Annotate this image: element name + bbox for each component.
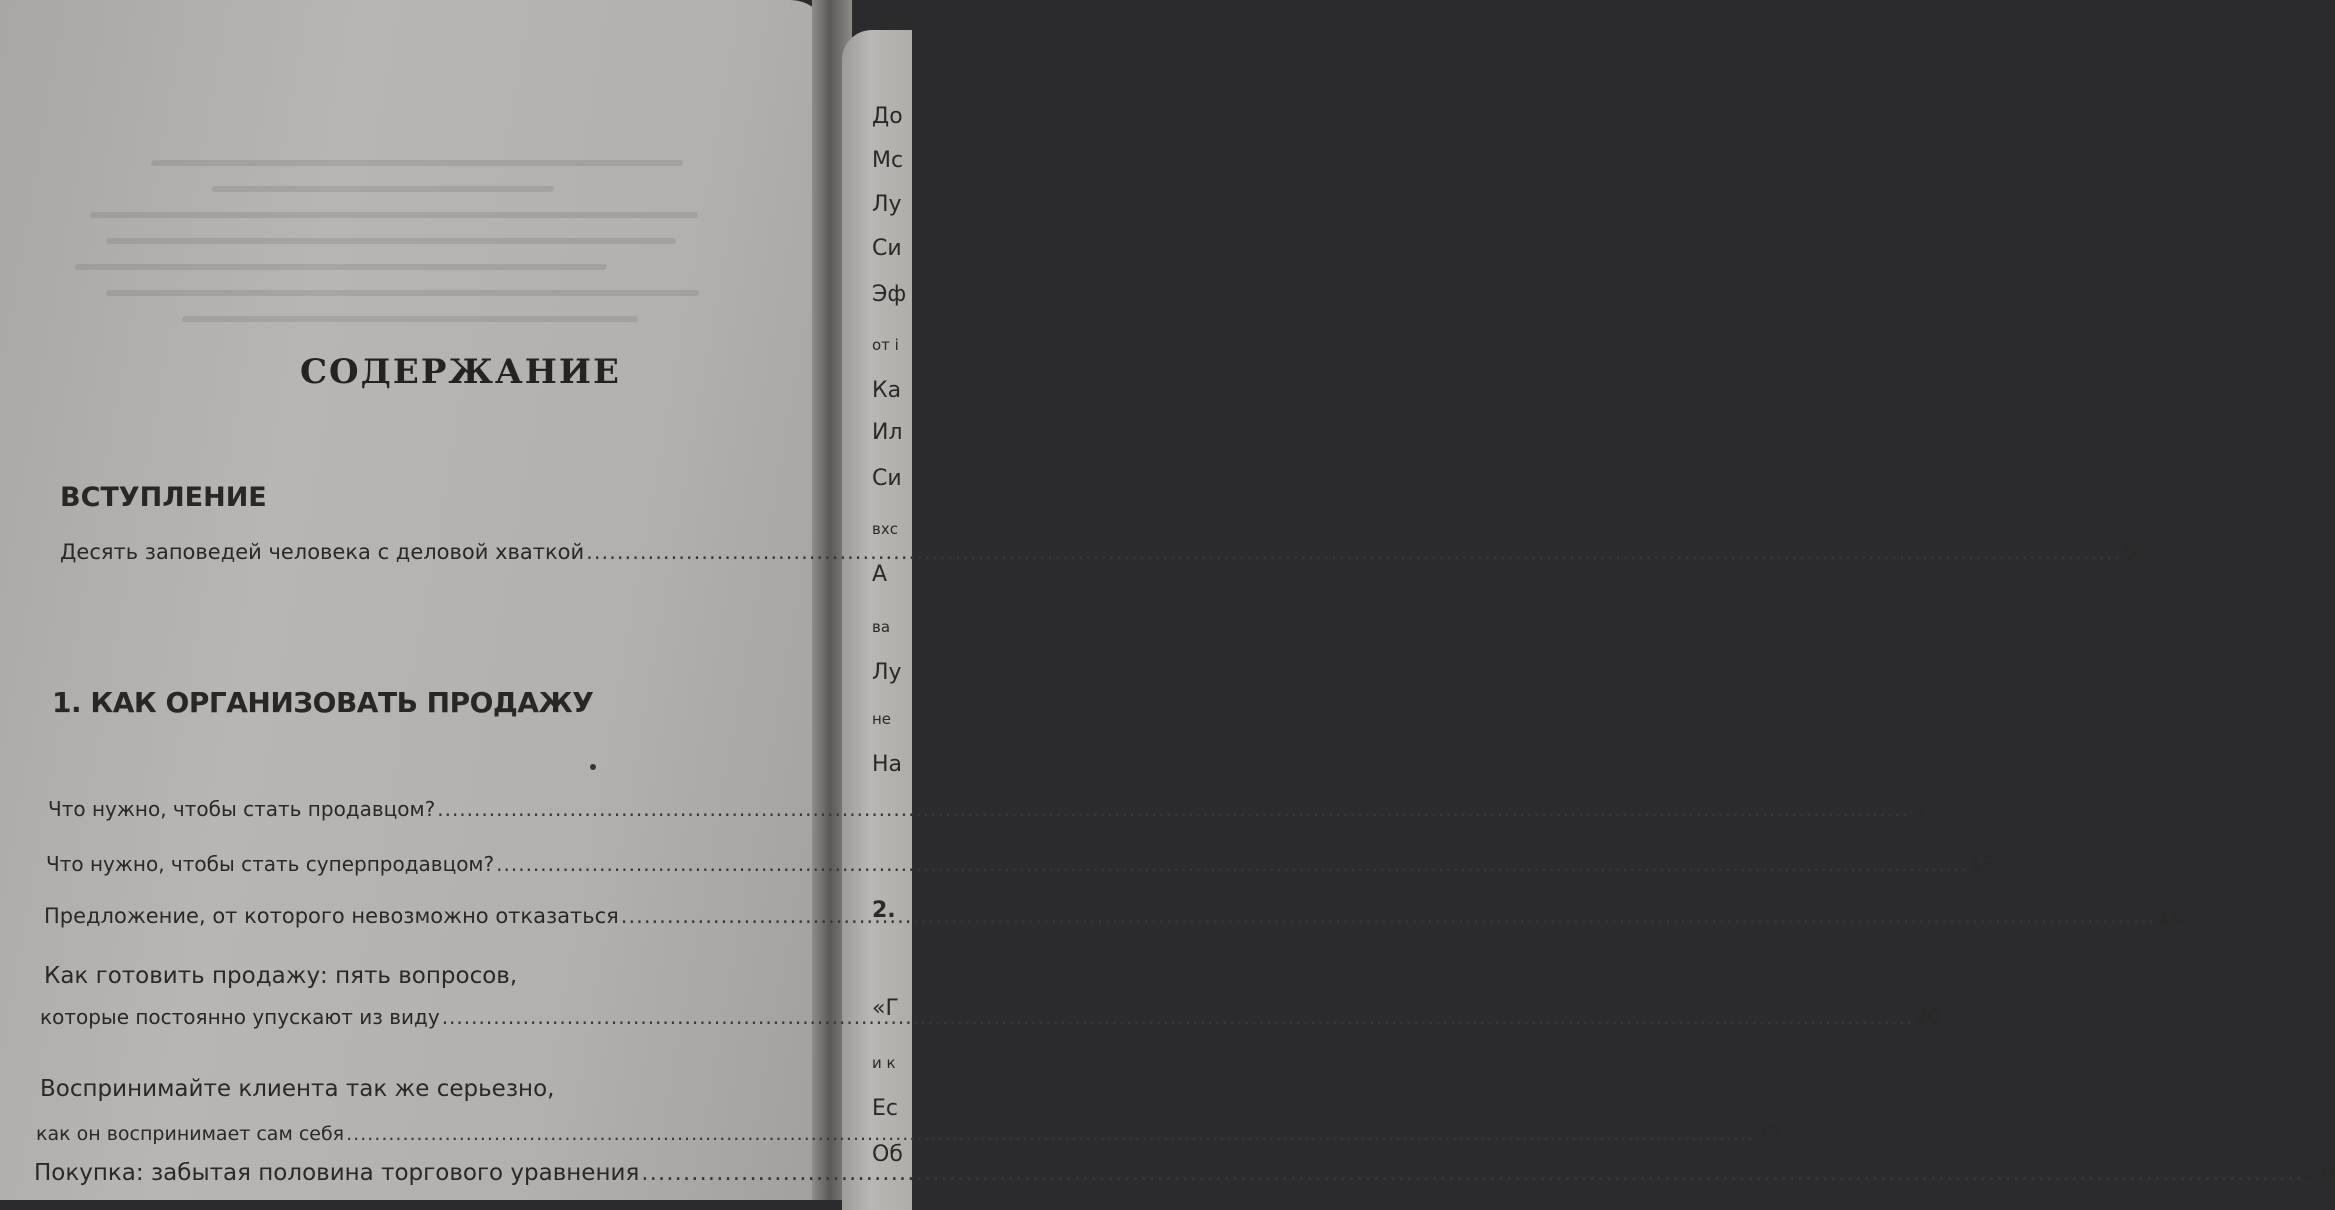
toc-entry xyxy=(60,540,2137,564)
right-page-fragment: На xyxy=(872,752,903,777)
right-page-fragment: А xyxy=(872,562,888,587)
toc-page-number: 20 xyxy=(1915,1005,1941,1029)
toc-entry-text: Десять заповедей человека с деловой хваткой xyxy=(60,540,585,564)
toc-page-number: 5 xyxy=(2123,540,2137,564)
toc-leader-dots xyxy=(346,1123,1754,1145)
toc-page-number: 23 xyxy=(1756,1123,1781,1145)
toc-entry xyxy=(40,1005,1941,1029)
toc-entry-text: Что нужно, чтобы стать продавцом? xyxy=(48,797,436,821)
right-page-fragment: Си xyxy=(872,236,902,261)
toc-page-number: 9 xyxy=(1910,797,1924,821)
right-page-fragment: «Г xyxy=(872,996,899,1021)
right-page-fragment: вхс xyxy=(872,520,898,538)
toc-entry-text: Покупка: забытая половина торгового уравнения xyxy=(34,1160,640,1186)
toc-entry xyxy=(34,1160,2335,1186)
right-page-fragment: Ес xyxy=(872,1096,898,1121)
toc-entry xyxy=(36,1123,1781,1145)
toc-page-number: 26 xyxy=(2305,1160,2335,1186)
right-page-fragment: Ка xyxy=(872,378,902,403)
right-page-fragment: Ил xyxy=(872,420,903,445)
toc-entry-first-line: Как готовить продажу: пять вопросов, xyxy=(44,963,518,989)
toc-entry-text: Что нужно, чтобы стать суперпродавцом? xyxy=(46,852,495,876)
right-page-fragment: Лу xyxy=(872,192,902,217)
toc-leader-dots xyxy=(442,1005,1913,1029)
toc-entry-first-line: Воспринимайте клиента так же серьезно, xyxy=(40,1076,555,1102)
toc-leader-dots xyxy=(586,540,2121,564)
right-page-fragment: Мс xyxy=(872,148,904,173)
right-page-fragment: от i xyxy=(872,336,899,354)
chapter-heading: 1. КАК ОРГАНИЗОВАТЬ ПРОДАЖУ xyxy=(52,686,594,719)
ink-speck xyxy=(590,764,596,770)
toc-entry xyxy=(48,797,1924,821)
toc-page-number: 13 xyxy=(1969,852,1996,876)
page-title: СОДЕРЖАНИЕ xyxy=(300,352,621,392)
toc-entry xyxy=(44,904,2185,928)
right-page-fragment: Лу xyxy=(872,660,902,685)
right-page-fragment: Си xyxy=(872,466,902,491)
right-page-fragment: 2. xyxy=(872,898,896,923)
toc-entry-text: как он воспринимает сам себя xyxy=(36,1123,345,1145)
right-page-fragment: не xyxy=(872,710,892,728)
right-page-fragment: ва xyxy=(872,618,891,636)
section-heading-intro: ВСТУПЛЕНИЕ xyxy=(60,482,267,513)
right-page-fragment: До xyxy=(872,104,903,129)
right-page-fragment: и к xyxy=(872,1054,896,1072)
toc-leader-dots xyxy=(621,904,2156,928)
toc-page-number: 18 xyxy=(2157,904,2185,928)
toc-entry-text: которые постоянно упускают из виду xyxy=(40,1005,440,1029)
right-page-fragment: Эф xyxy=(872,282,907,307)
toc-entry xyxy=(46,852,1996,876)
toc-leader-dots xyxy=(437,797,1908,821)
toc-entry-text: Предложение, от которого невозможно отказаться xyxy=(44,904,619,928)
right-page-fragment: Об xyxy=(872,1142,903,1167)
toc-leader-dots xyxy=(496,852,1967,876)
